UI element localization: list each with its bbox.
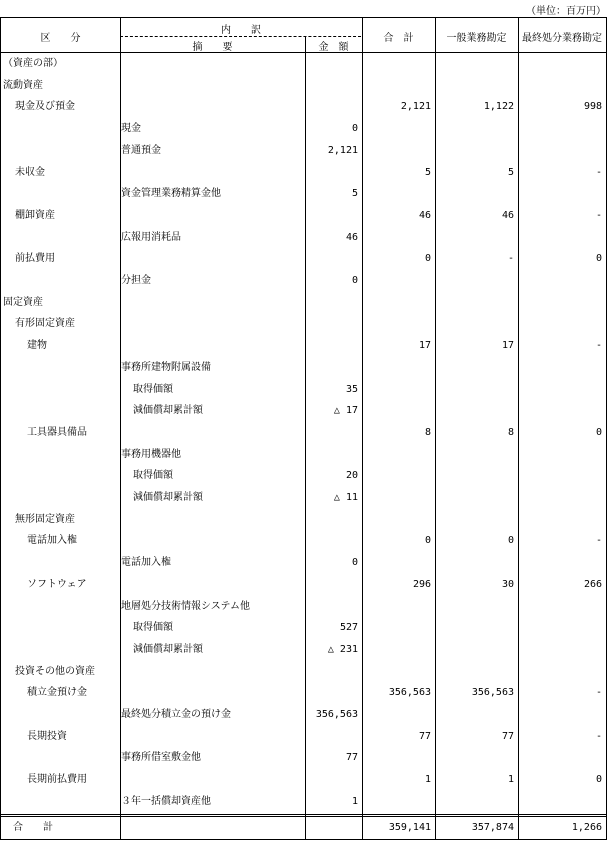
row-category: 建物 bbox=[27, 340, 47, 352]
row-summary: 事務所借室敷金他 bbox=[121, 752, 201, 764]
table-row bbox=[1, 293, 606, 314]
row-final: 0 bbox=[595, 426, 602, 438]
row-final: - bbox=[595, 166, 602, 178]
row-amount: 5 bbox=[351, 188, 358, 200]
row-amount: △ 11 bbox=[333, 492, 358, 503]
row-summary: 普通預金 bbox=[121, 144, 161, 156]
table-row bbox=[1, 249, 606, 270]
table-row bbox=[1, 76, 606, 97]
row-summary: 分担金 bbox=[121, 275, 151, 286]
row-general: 356,563 bbox=[471, 687, 514, 699]
row-category: 現金及び預金 bbox=[15, 101, 75, 113]
table-row bbox=[1, 380, 606, 401]
table-row bbox=[1, 683, 606, 704]
row-general: 8 bbox=[507, 426, 514, 438]
row-total: 8 bbox=[424, 426, 431, 438]
row-category: 前払費用 bbox=[15, 253, 55, 265]
row-amount: 1 bbox=[351, 795, 358, 807]
table-row bbox=[1, 228, 606, 249]
table-row bbox=[1, 748, 606, 769]
header-category: 区 分 bbox=[40, 33, 81, 44]
row-summary: 資金管理業務精算金他 bbox=[121, 188, 221, 200]
row-total: 296 bbox=[412, 578, 431, 590]
row-summary: ３年一括償却資産他 bbox=[121, 795, 211, 807]
table-row bbox=[1, 358, 606, 379]
header-amount: 金 額 bbox=[318, 42, 349, 53]
header-general: 一般業務勘定 bbox=[446, 33, 507, 44]
row-category: 未収金 bbox=[15, 166, 45, 178]
row-category: 工具器具備品 bbox=[27, 426, 87, 438]
row-summary: 事務用機器他 bbox=[121, 448, 181, 460]
row-final: - bbox=[595, 535, 602, 547]
table-row bbox=[1, 618, 606, 639]
table-row bbox=[1, 466, 606, 487]
row-final: 998 bbox=[583, 101, 602, 113]
table-row bbox=[1, 553, 606, 574]
row-category: 無形固定資産 bbox=[15, 513, 75, 525]
table-row bbox=[1, 640, 606, 661]
row-final: 0 bbox=[595, 774, 602, 786]
table-row bbox=[1, 792, 606, 813]
row-final: - bbox=[595, 687, 602, 699]
header-final: 最終処分業務勘定 bbox=[522, 33, 602, 44]
table-row bbox=[1, 531, 606, 552]
asset-breakdown-table bbox=[0, 17, 607, 840]
table-row bbox=[1, 662, 606, 683]
row-category: 長期投資 bbox=[27, 730, 67, 742]
row-summary: 減価償却累計額 bbox=[133, 643, 203, 655]
row-summary: 減価償却累計額 bbox=[133, 492, 203, 503]
row-final: 0 bbox=[595, 253, 602, 265]
row-category: 積立金預け金 bbox=[27, 687, 87, 699]
table-row bbox=[1, 488, 606, 509]
row-general: 0 bbox=[507, 535, 514, 547]
row-general: 30 bbox=[501, 578, 514, 590]
total-rule bbox=[1, 814, 606, 815]
total-sum: 359,141 bbox=[388, 822, 431, 833]
table-row bbox=[1, 336, 606, 357]
row-category: 長期前払費用 bbox=[27, 774, 87, 786]
table-row bbox=[1, 727, 606, 748]
row-total: 5 bbox=[424, 166, 431, 178]
row-category: （資産の部） bbox=[3, 58, 63, 69]
row-general: 1 bbox=[507, 774, 514, 786]
header-summary: 摘 要 bbox=[192, 42, 233, 53]
table-row bbox=[1, 770, 606, 791]
row-category: 固定資産 bbox=[3, 296, 43, 308]
row-summary: 最終処分積立金の預け金 bbox=[121, 709, 231, 720]
row-summary: 取得価額 bbox=[133, 383, 173, 395]
table-row bbox=[1, 575, 606, 596]
row-general: - bbox=[507, 253, 514, 265]
header-breakdown: 内 訳 bbox=[221, 25, 261, 36]
row-summary: 取得価額 bbox=[133, 470, 173, 482]
table-row bbox=[1, 510, 606, 531]
total-general: 357,874 bbox=[471, 822, 514, 833]
table-row bbox=[1, 97, 606, 118]
row-amount: 35 bbox=[345, 383, 358, 395]
table-row bbox=[1, 597, 606, 618]
header-total: 合 計 bbox=[383, 33, 414, 44]
row-amount: 356,563 bbox=[315, 709, 358, 720]
table-row bbox=[1, 401, 606, 422]
table-row bbox=[1, 119, 606, 140]
table-row bbox=[1, 705, 606, 726]
row-category: 棚卸資産 bbox=[15, 209, 55, 221]
total-label: 合 計 bbox=[13, 822, 53, 833]
table-row bbox=[1, 141, 606, 162]
total-rule bbox=[1, 816, 606, 817]
row-category: 電話加入権 bbox=[27, 535, 77, 547]
row-general: 5 bbox=[507, 166, 514, 178]
row-amount: 20 bbox=[345, 470, 358, 482]
row-final: - bbox=[595, 730, 602, 742]
row-total: 356,563 bbox=[388, 687, 431, 699]
row-amount: 2,121 bbox=[327, 144, 358, 156]
row-general: 17 bbox=[501, 340, 514, 352]
row-total: 0 bbox=[424, 253, 431, 265]
row-general: 1,122 bbox=[483, 101, 514, 113]
row-amount: 0 bbox=[351, 557, 358, 569]
row-summary: 地層処分技術情報システム他 bbox=[121, 600, 250, 612]
row-summary: 事務所建物附属設備 bbox=[121, 361, 211, 373]
row-summary: 現金 bbox=[121, 123, 141, 135]
row-total: 17 bbox=[418, 340, 431, 352]
unit-note: （単位：百万円） bbox=[526, 6, 606, 17]
table-row bbox=[1, 445, 606, 466]
table-row bbox=[1, 184, 606, 205]
row-general: 77 bbox=[501, 730, 514, 742]
row-amount: △ 17 bbox=[333, 405, 358, 417]
row-category: 投資その他の資産 bbox=[15, 665, 95, 677]
table-row bbox=[1, 423, 606, 444]
row-amount: 0 bbox=[351, 123, 358, 135]
total-final: 1,266 bbox=[571, 822, 602, 833]
table-row bbox=[1, 206, 606, 227]
table-row bbox=[1, 271, 606, 292]
row-amount: 527 bbox=[339, 622, 358, 634]
row-total: 2,121 bbox=[400, 101, 431, 113]
header-subrule bbox=[120, 36, 361, 37]
total-row bbox=[1, 818, 606, 839]
table-row bbox=[1, 163, 606, 184]
row-amount: 46 bbox=[345, 231, 358, 243]
table-row bbox=[1, 314, 606, 335]
row-total: 46 bbox=[418, 209, 431, 221]
row-final: - bbox=[595, 209, 602, 221]
row-total: 0 bbox=[424, 535, 431, 547]
row-amount: △ 231 bbox=[327, 643, 358, 655]
row-total: 77 bbox=[418, 730, 431, 742]
row-final: - bbox=[595, 340, 602, 352]
row-summary: 電話加入権 bbox=[121, 557, 171, 569]
row-amount: 77 bbox=[345, 752, 358, 764]
row-category: 有形固定資産 bbox=[15, 318, 75, 330]
row-category: 流動資産 bbox=[3, 79, 43, 91]
row-summary: 減価償却累計額 bbox=[133, 405, 203, 417]
table-row bbox=[1, 54, 606, 75]
row-amount: 0 bbox=[351, 275, 358, 286]
row-general: 46 bbox=[501, 209, 514, 221]
row-category: ソフトウェア bbox=[27, 578, 87, 590]
row-summary: 取得価額 bbox=[133, 622, 173, 634]
row-summary: 広報用消耗品 bbox=[121, 231, 181, 243]
row-total: 1 bbox=[424, 774, 431, 786]
row-final: 266 bbox=[583, 578, 602, 590]
